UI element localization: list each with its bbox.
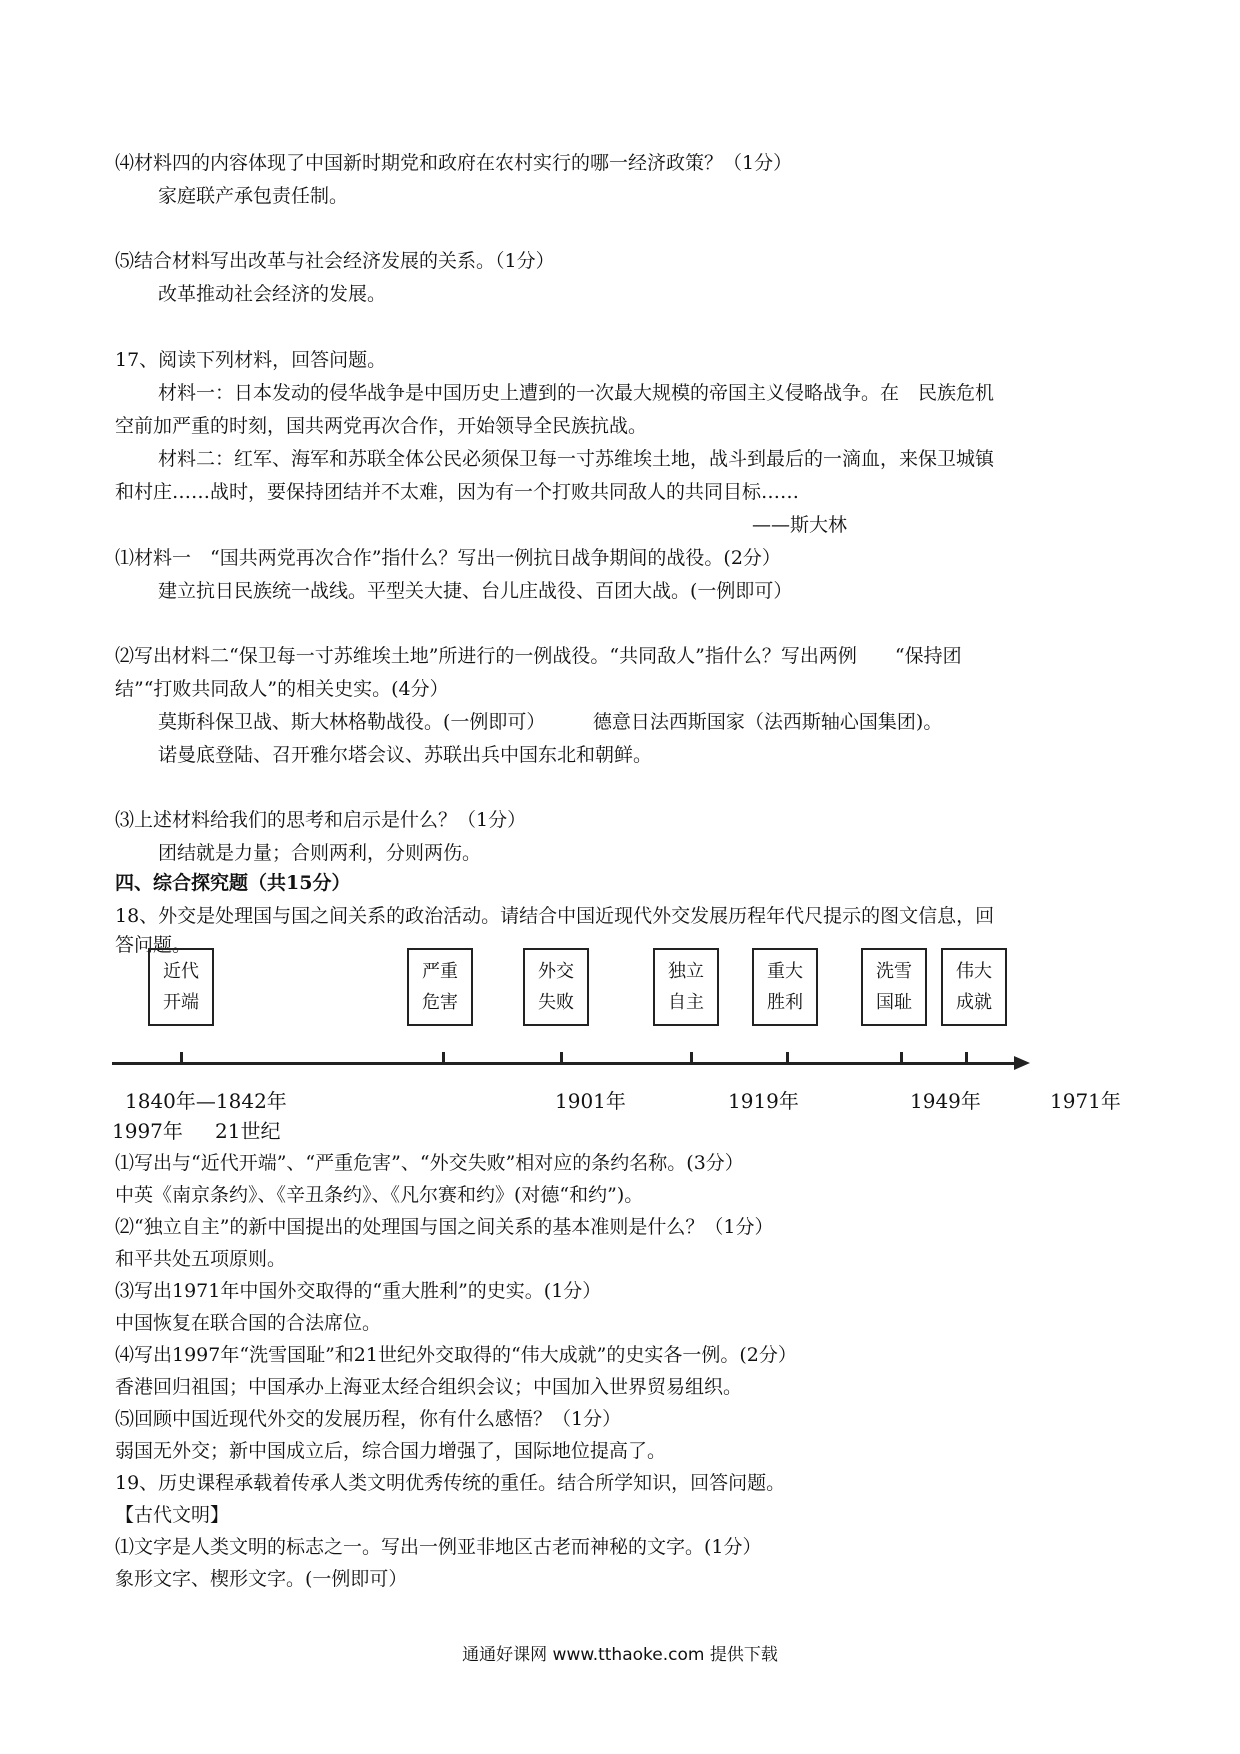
timeline-year: 1949年 [910, 1089, 981, 1113]
section-four-heading: 四、综合探究题（共15分） [115, 872, 351, 894]
q4-answer: 家庭联产承包责任制。 [158, 185, 349, 207]
q17-3-answer: 团结就是力量；合则两利，分则两伤。 [158, 842, 482, 864]
q17-heading: 17、阅读下列材料，回答问题。 [115, 349, 387, 371]
timeline-box [407, 948, 473, 1026]
timeline-box-label: 失败 [538, 992, 574, 1013]
timeline-box-label: 危害 [422, 992, 458, 1013]
timeline-box-label: 独立 [668, 961, 704, 982]
q19-1-question: ⑴文字是人类文明的标志之一。写出一例亚非地区古老而神秘的文字。(1分） [115, 1536, 762, 1558]
material1-line1: 材料一：日本发动的侵华战争是中国历史上遭到的一次最大规模的帝国主义侵略战争。在 民族危机 [158, 382, 995, 404]
q18-1-answer: 中英《南京条约》、《辛丑条约》、《凡尔赛和约》(对德“和约”)。 [115, 1184, 644, 1206]
page-footer: 通通好课网 www.tthaoke.com 提供下载 [462, 1645, 778, 1665]
q17-2-question-line1: ⑵写出材料二“保卫每一寸苏维埃土地”所进行的一例战役。“共同敌人”指什么？写出两例 “保持团 [115, 645, 962, 667]
timeline-box-label: 外交 [538, 961, 574, 982]
timeline-box-label: 严重 [422, 961, 458, 982]
timeline-year: 1901年 [555, 1089, 626, 1113]
timeline-box [941, 948, 1007, 1026]
q17-3-question: ⑶上述材料给我们的思考和启示是什么？（1分） [115, 809, 527, 831]
timeline-box-label: 近代 [163, 961, 199, 982]
timeline-year: 1971年 [1050, 1089, 1121, 1113]
timeline-tick [560, 1052, 563, 1062]
q17-2-answer-line2: 诺曼底登陆、召开雅尔塔会议、苏联出兵中国东北和朝鲜。 [158, 744, 653, 766]
q18-4-answer: 香港回归祖国；中国承办上海亚太经合组织会议；中国加入世界贸易组织。 [115, 1376, 743, 1398]
timeline-box-label: 国耻 [876, 992, 912, 1013]
timeline-year: 1919年 [728, 1089, 799, 1113]
q17-1-question: ⑴材料一 “国共两党再次合作”指什么？写出一例抗日战争期间的战役。(2分） [115, 547, 781, 569]
timeline-tick [690, 1052, 693, 1062]
timeline-box [653, 948, 719, 1026]
material2-line1: 材料二：红军、海军和苏联全体公民必须保卫每一寸苏维埃土地，战斗到最后的一滴血，来保卫城镇 [158, 448, 995, 470]
q18-2-answer: 和平共处五项原则。 [115, 1248, 287, 1270]
timeline-year: 1997年 [112, 1119, 183, 1143]
q5-question: ⑸结合材料写出改革与社会经济发展的关系。（1分） [115, 250, 555, 272]
q4-question: ⑷材料四的内容体现了中国新时期党和政府在农村实行的哪一经济政策？（1分） [115, 152, 793, 174]
timeline-box-label: 重大 [767, 961, 803, 982]
timeline-arrow-icon [1014, 1056, 1030, 1070]
timeline-tick [965, 1052, 968, 1062]
timeline-box-label: 自主 [668, 992, 704, 1013]
material2-attribution: ——斯大林 [752, 514, 848, 536]
q18-3-answer: 中国恢复在联合国的合法席位。 [115, 1312, 382, 1334]
q19-1-answer: 象形文字、楔形文字。(一例即可） [115, 1568, 408, 1590]
timeline-box-label: 胜利 [767, 992, 803, 1013]
timeline-box [523, 948, 589, 1026]
material1-line2: 空前加严重的时刻，国共两党再次合作，开始领导全民族抗战。 [115, 415, 648, 437]
q18-intro-line1: 18、外交是处理国与国之间关系的政治活动。请结合中国近现代外交发展历程年代尺提示的图文信息，回 [115, 905, 995, 927]
timeline-box [148, 948, 214, 1026]
q17-2-question-line2: 结”“打败共同敌人”的相关史实。(4分） [115, 678, 449, 700]
q19-section-label: 【古代文明】 [115, 1504, 230, 1526]
q18-5-question: ⑸回顾中国近现代外交的发展历程，你有什么感悟？（1分） [115, 1408, 622, 1430]
q18-3-question: ⑶写出1971年中国外交取得的“重大胜利”的史实。(1分） [115, 1280, 602, 1302]
q18-intro-line2: 答问题。 [115, 934, 192, 956]
q18-1-question: ⑴写出与“近代开端”、“严重危害”、“外交失败”相对应的条约名称。(3分） [115, 1152, 744, 1174]
q18-4-question: ⑷写出1997年“洗雪国耻”和21世纪外交取得的“伟大成就”的史实各一例。(2分） [115, 1344, 797, 1366]
timeline-year: 1840年—1842年 [125, 1089, 287, 1113]
timeline-box-label: 洗雪 [876, 961, 912, 982]
q17-2-answer-line1: 莫斯科保卫战、斯大林格勒战役。(一例即可） 德意日法西斯国家（法西斯轴心国集团)。 [158, 711, 943, 733]
timeline-box-label: 成就 [956, 992, 992, 1013]
q19-heading: 19、历史课程承载着传承人类文明优秀传统的重任。结合所学知识，回答问题。 [115, 1472, 786, 1494]
q18-5-answer: 弱国无外交；新中国成立后，综合国力增强了，国际地位提高了。 [115, 1440, 667, 1462]
timeline-box-label: 伟大 [956, 961, 992, 982]
timeline-box-label: 开端 [163, 992, 199, 1013]
timeline-year: 21世纪 [215, 1119, 281, 1143]
timeline-tick [180, 1052, 183, 1062]
timeline-tick [900, 1052, 903, 1062]
q18-2-question: ⑵“独立自主”的新中国提出的处理国与国之间关系的基本准则是什么？（1分） [115, 1216, 774, 1238]
timeline-tick [786, 1052, 789, 1062]
timeline-box [861, 948, 927, 1026]
q17-1-answer: 建立抗日民族统一战线。平型关大捷、台儿庄战役、百团大战。(一例即可） [158, 580, 793, 602]
q5-answer: 改革推动社会经济的发展。 [158, 283, 387, 305]
timeline-tick [442, 1052, 445, 1062]
material2-line2: 和村庄……战时，要保持团结并不太难，因为有一个打败共同敌人的共同目标…… [115, 481, 800, 503]
timeline-box [752, 948, 818, 1026]
timeline-axis [112, 1062, 1017, 1065]
